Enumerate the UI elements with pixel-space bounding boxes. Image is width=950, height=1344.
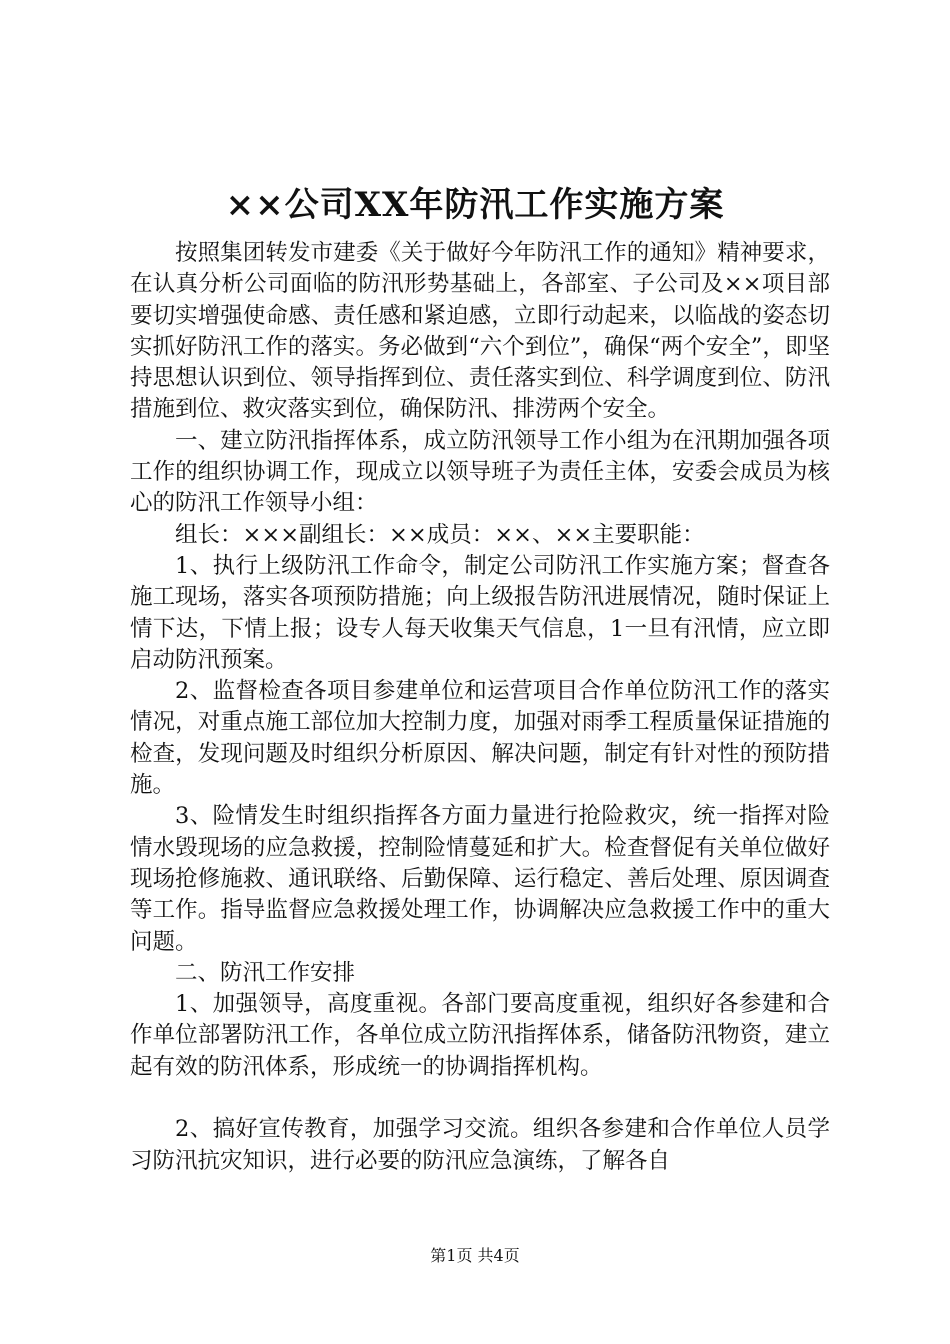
duty-item-3: 3、险情发生时组织指挥各方面力量进行抢险救灾，统一指挥对险情水毁现场的应急救援，控制险情蔓延和扩大。检查督促有关单位做好现场抢修施救、通讯联络、后勤保障、运行稳定、善后处理、原因调查等工作。指导监督应急救援处理工作，协调解决应急救援工作中的重大问题。: [130, 803, 830, 955]
duty-item-1: 1、执行上级防汛工作命令，制定公司防汛工作实施方案；督查各施工现场，落实各项预防措施；向上级报告防汛进展情况，随时保证上情下达，下情上报；设专人每天收集天气信息，1一旦有汛情，应立即启动防汛预案。: [130, 552, 830, 673]
document-body: [130, 238, 830, 1177]
arrangement-item-2: 2、搞好宣传教育，加强学习交流。组织各参建和合作单位人员学习防汛抗灾知识，进行必要的防汛应急演练，了解各自: [130, 1116, 830, 1174]
section-1-heading-paragraph: 一、建立防汛指挥体系，成立防汛领导工作小组为在汛期加强各项工作的组织协调工作，现成立以领导班子为责任主体，安委会成员为核心的防汛工作领导小组：: [130, 427, 830, 517]
arrangement-item-1: 1、加强领导，高度重视。各部门要高度重视，组织好各参建和合作单位部署防汛工作，各单位成立防汛指挥体系，储备防汛物资，建立起有效的防汛体系，形成统一的协调指挥机构。: [130, 991, 830, 1080]
intro-paragraph: 按照集团转发市建委《关于做好今年防汛工作的通知》精神要求，在认真分析公司面临的防汛形势基础上，各部室、子公司及××项目部要切实增强使命感、责任感和紧迫感，立即行动起来，以临战的姿态切实抓好防汛工作的落实。务必做到“六个到位”，确保“两个安全”，即坚持思想认识到位、领导指挥到位、责任落实到位、科学调度到位、防汛措施到位、救灾落实到位，确保防汛、排涝两个安全。: [130, 240, 830, 423]
page-footer: 第1页 共4页: [430, 1246, 520, 1265]
document-title: ××公司XX年防汛工作实施方案: [225, 185, 725, 225]
section-2-heading: 二、防汛工作安排: [175, 959, 356, 986]
group-members-paragraph: 组长：×××副组长：××成员：××、××主要职能：: [175, 521, 705, 548]
duty-item-2: 2、监督检查各项目参建单位和运营项目合作单位防汛工作的落实情况，对重点施工部位加大控制力度，加强对雨季工程质量保证措施的检查，发现问题及时组织分析原因、解决问题，制定有针对性的预防措施。: [130, 678, 830, 799]
